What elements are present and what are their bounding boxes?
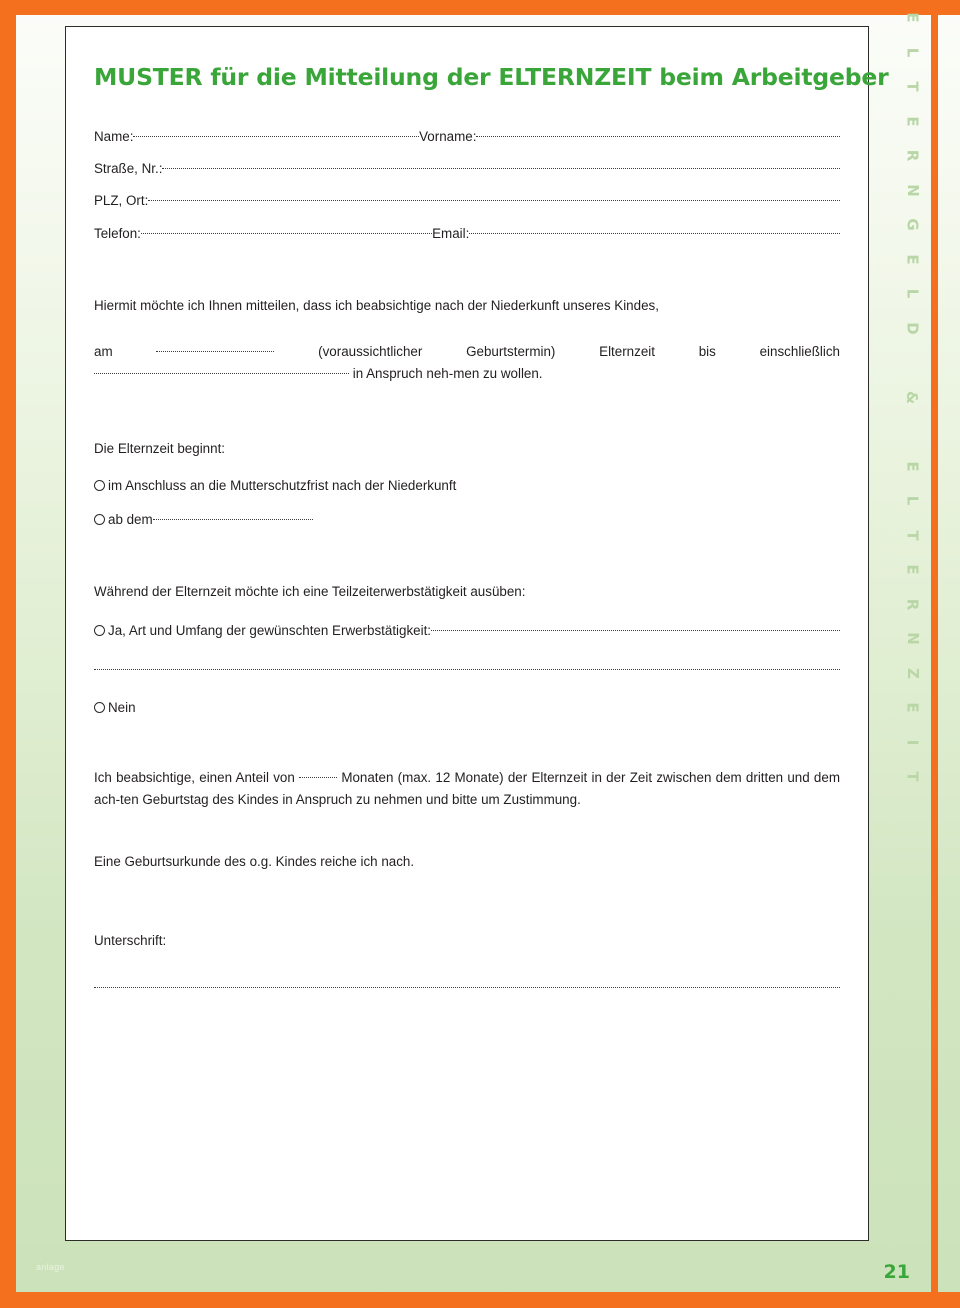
label-strasse: Straße, Nr.:	[94, 160, 163, 176]
side-caption-char: Z	[903, 667, 922, 679]
input-email[interactable]	[469, 224, 840, 237]
field-row-telefon	[94, 224, 840, 240]
option-label: ab dem	[108, 512, 153, 528]
option-label: Nein	[108, 699, 136, 715]
am-prefix-text: am	[94, 344, 157, 359]
side-caption-char: T	[903, 771, 922, 782]
radio-button-icon[interactable]	[94, 514, 105, 525]
side-caption-char: G	[903, 218, 922, 231]
side-caption-char: L	[903, 47, 922, 57]
radio-button-icon[interactable]	[94, 480, 105, 491]
side-caption-char: I	[903, 739, 922, 745]
side-caption-char: E	[903, 12, 922, 23]
side-caption-char: E	[903, 115, 922, 127]
option-parttime-no[interactable]	[94, 700, 840, 715]
side-caption-char: T	[903, 81, 922, 92]
input-parttime-details-line2[interactable]	[94, 660, 840, 674]
input-name[interactable]	[133, 127, 419, 140]
side-caption-char: E	[903, 702, 922, 713]
side-caption-char: E	[903, 460, 922, 472]
label-name: Name:	[94, 128, 134, 144]
vertical-side-caption	[893, 0, 931, 1292]
share-text-prefix: Ich beabsichtige, einen Anteil von	[94, 769, 300, 785]
option-start-from-date[interactable]	[94, 511, 840, 527]
side-caption-char: D	[903, 321, 922, 335]
side-caption-char: &	[903, 390, 922, 404]
input-months-count[interactable]	[299, 768, 337, 781]
option-label: im Anschluss an die Mutterschutzfrist nach der Niederkunft	[108, 477, 457, 493]
field-row-name	[94, 127, 840, 143]
side-caption-char: E	[903, 253, 922, 265]
input-plz-ort[interactable]	[148, 192, 840, 205]
side-caption-char: R	[903, 149, 922, 162]
option-parttime-yes[interactable]	[94, 621, 840, 637]
share-months-paragraph	[94, 767, 840, 812]
input-expected-birthdate[interactable]	[156, 343, 274, 356]
label-email: Email:	[432, 225, 470, 241]
field-row-plz-ort	[94, 192, 840, 208]
birthdate-paragraph	[94, 341, 840, 386]
input-start-date[interactable]	[153, 511, 313, 524]
input-strasse[interactable]	[162, 160, 840, 173]
share-text-suffix: Monaten (max. 12 Monate) der Elternzeit in der Zeit zwischen dem dritten und dem ach-ten Geburtstag des Kindes in Anspruch zu nehmen und bitte um Zustimmung.	[94, 769, 840, 808]
side-caption-char: N	[903, 183, 922, 197]
label-plz-ort: PLZ, Ort:	[94, 193, 149, 209]
am-suffix-text: in Anspruch neh-men zu wollen.	[349, 366, 543, 382]
input-vorname[interactable]	[476, 127, 840, 140]
side-caption-char: N	[903, 632, 922, 645]
leave-start-heading: Die Elternzeit beginnt:	[94, 440, 226, 456]
side-caption-char: R	[903, 598, 922, 610]
am-middle-text: (voraussichtlicher Geburtstermin) Elternzeit bis einschließlich	[274, 344, 840, 359]
radio-button-icon[interactable]	[94, 625, 105, 636]
input-telefon[interactable]	[141, 224, 432, 237]
side-caption-char: L	[903, 288, 922, 299]
parttime-heading: Während der Elternzeit möchte ich eine Teilzeiterwerbstätigkeit ausüben:	[94, 584, 526, 600]
page-title: MUSTER für die Mitteilung der ELTERNZEIT beim Arbeitgeber	[94, 63, 889, 91]
side-caption-char: T	[903, 529, 922, 541]
label-telefon: Telefon:	[94, 225, 141, 241]
field-row-strasse	[94, 160, 840, 176]
birth-certificate-paragraph: Eine Geburtsurkunde des o.g. Kindes reiche ich nach.	[94, 854, 415, 870]
intro-paragraph: Hiermit möchte ich Ihnen mitteilen, dass ich beabsichtige nach der Niederkunft unseres Kindes,	[94, 297, 659, 313]
side-caption-char: E	[903, 564, 922, 575]
signature-label: Unterschrift:	[94, 932, 167, 948]
personal-details-fieldset	[94, 127, 840, 241]
form-sheet	[65, 26, 889, 1241]
frame-border-right	[931, 0, 938, 1308]
input-parttime-details-line1[interactable]	[431, 621, 840, 634]
side-caption-char: L	[903, 495, 922, 506]
label-vorname: Vorname:	[419, 128, 477, 144]
frame-border-top	[0, 0, 960, 15]
frame-border-bottom	[0, 1292, 960, 1308]
input-leave-until[interactable]	[94, 365, 349, 378]
page-number: 21	[883, 1261, 910, 1283]
frame-border-left	[0, 0, 16, 1308]
footer-watermark: anlage	[36, 1262, 65, 1272]
radio-button-icon[interactable]	[94, 702, 105, 713]
option-label: Ja, Art und Umfang der gewünschten Erwerbstätigkeit:	[108, 622, 432, 638]
option-start-after-maternity[interactable]	[94, 478, 840, 493]
input-signature[interactable]	[94, 978, 840, 992]
